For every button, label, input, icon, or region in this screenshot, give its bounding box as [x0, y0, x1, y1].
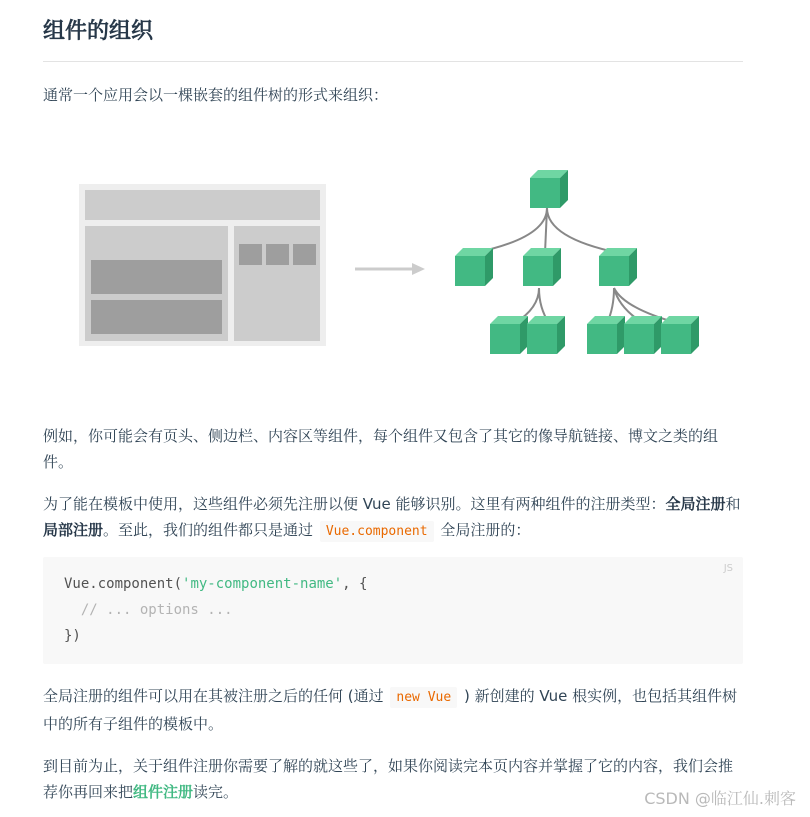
global-usage-paragraph — [43, 683, 743, 737]
register-and: 和 — [725, 495, 741, 513]
closing-text-1: 到目前为止，关于组件注册你需要了解的就这些了，如果你阅读完本页内容并掌握了它的内容，我们会推荐你再回来把 — [43, 757, 734, 801]
code-line-3: }) — [64, 628, 81, 644]
register-text-3: 全局注册的： — [440, 521, 531, 539]
cube-icon — [624, 316, 662, 354]
component-registration-link[interactable]: 组件注册 — [133, 783, 194, 801]
component-tree-diagram — [79, 168, 709, 368]
tree-connectors — [474, 208, 677, 323]
cube-icon — [599, 248, 637, 286]
closing-text-2: 读完。 — [193, 783, 239, 801]
cube-icon — [455, 248, 493, 286]
inline-code-vue-component: Vue.component — [320, 521, 434, 542]
cube-icon — [530, 170, 568, 208]
register-paragraph — [43, 491, 743, 545]
global-text-1: 全局注册的组件可以用在其被注册之后的任何 (通过 — [43, 687, 384, 705]
layout-sidebar — [234, 226, 320, 341]
layout-content-block-2 — [91, 300, 222, 334]
heading-divider — [43, 61, 743, 62]
global-register-term: 全局注册 — [665, 495, 726, 513]
cube-icon — [587, 316, 625, 354]
register-text-1: 为了能在模板中使用，这些组件必须先注册以便 Vue 能够识别。这里有两种组件的注册类型： — [43, 495, 666, 513]
sidebar-item-1 — [239, 244, 262, 265]
code-language-label: JS — [723, 563, 733, 574]
layout-content-block-1 — [91, 260, 222, 294]
cube-icon — [523, 248, 561, 286]
arrow-icon — [355, 263, 425, 275]
cube-icon — [527, 316, 565, 354]
component-cubes — [455, 170, 699, 354]
code-line-1-call: Vue.component( — [64, 576, 183, 592]
closing-paragraph — [43, 753, 743, 805]
section-heading: 组件的组织 — [43, 19, 154, 44]
global-text-2: ) 新创建的 Vue 根实例，也包括其组件树中的所有子组件的模板中。 — [43, 687, 738, 733]
code-line-2-comment: // ... options ... — [64, 602, 233, 618]
sidebar-item-2 — [266, 244, 289, 265]
page-layout-illustration — [79, 184, 326, 346]
intro-paragraph: 通常一个应用会以一棵嵌套的组件树的形式来组织： — [43, 86, 389, 104]
watermark: CSDN @临江仙.刺客 — [644, 789, 796, 808]
cube-icon — [490, 316, 528, 354]
code-block — [43, 557, 743, 664]
code-content — [64, 571, 367, 649]
local-register-term: 局部注册 — [43, 521, 104, 539]
inline-code-new-vue: new Vue — [390, 687, 457, 708]
cube-icon — [661, 316, 699, 354]
code-line-1-rest: , { — [342, 576, 368, 592]
layout-header — [85, 190, 320, 220]
example-paragraph: 例如，你可能会有页头、侧边栏、内容区等组件，每个组件又包含了其它的像导航链接、博文之类的组件。 — [43, 427, 719, 471]
register-text-2: 。至此，我们的组件都只是通过 — [103, 521, 314, 539]
sidebar-item-3 — [293, 244, 316, 265]
code-line-1-string: 'my-component-name' — [182, 576, 343, 592]
